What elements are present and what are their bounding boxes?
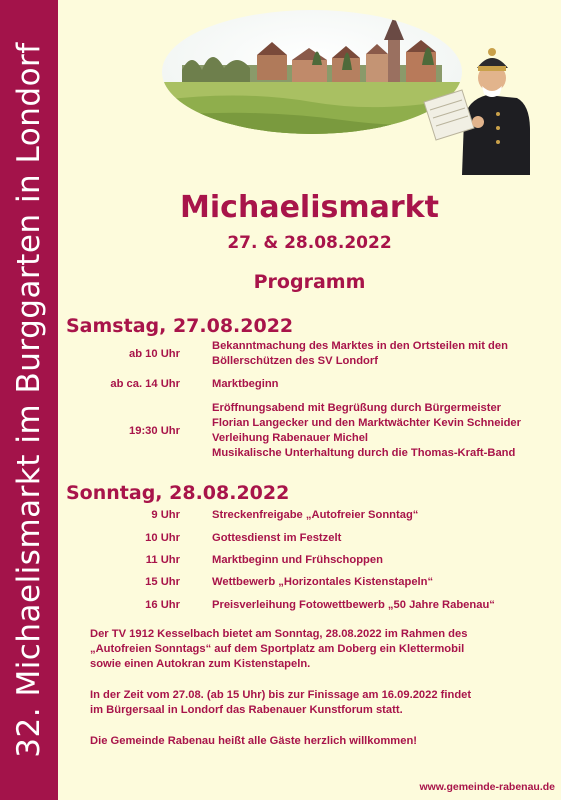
schedule-description — [212, 377, 557, 392]
paragraph-line: Der TV 1912 Kesselbach bietet am Sonntag, 28.08.2022 im Rahmen des — [90, 628, 468, 640]
paragraph-line: In der Zeit vom 27.08. (ab 15 Uhr) bis zur Finissage am 16.09.2022 findet — [90, 689, 472, 701]
description-line: Böllerschützen des SV Londorf — [212, 355, 378, 367]
schedule-time: 15 Uhr — [145, 576, 180, 588]
schedule-description — [212, 339, 557, 369]
paragraph-line: Die Gemeinde Rabenau heißt alle Gäste herzlich willkommen! — [90, 735, 418, 747]
schedule-time: 16 Uhr — [145, 599, 180, 611]
paragraph-line: „Autofreien Sonntags“ auf dem Sportplatz am Doberg ein Klettermobil — [90, 643, 465, 655]
description-line: Bekanntmachung des Marktes in den Ortsteilen mit den — [212, 340, 508, 352]
program-heading: Programm — [253, 271, 366, 293]
schedule-row — [58, 598, 561, 613]
info-paragraph — [90, 627, 530, 672]
schedule-time: ab 10 Uhr — [129, 347, 180, 360]
schedule-row — [58, 531, 561, 546]
event-dates: 27. & 28.08.2022 — [227, 233, 392, 253]
schedule-time: 9 Uhr — [151, 509, 180, 521]
description-line: Eröffnungsabend mit Begrüßung durch Bürgermeister — [212, 402, 502, 414]
schedule-description — [212, 401, 557, 461]
schedule-description: Gottesdienst im Festzelt — [212, 532, 342, 544]
schedule-row — [58, 575, 561, 590]
schedule-description: Wettbewerb „Horizontales Kistenstapeln“ — [212, 576, 434, 588]
paragraph-line: sowie einen Autokran zum Kistenstapeln. — [90, 658, 311, 670]
schedule-time: ab ca. 14 Uhr — [110, 378, 180, 390]
schedule-description: Streckenfreigabe „Autofreier Sonntag“ — [212, 509, 419, 521]
page-title: Michaelismarkt — [180, 190, 439, 225]
welcome-paragraph — [90, 734, 530, 749]
schedule-time: 11 Uhr — [145, 554, 180, 566]
paragraph-line: im Bürgersaal in Londorf das Rabenauer Kunstforum statt. — [90, 704, 403, 716]
village-illustration — [162, 10, 532, 175]
schedule-description: Marktbeginn und Frühschoppen — [212, 554, 383, 566]
sidebar-banner — [0, 0, 58, 800]
schedule-row — [58, 401, 561, 461]
schedule-time: 10 Uhr — [145, 532, 180, 544]
saturday-heading: Samstag, 27.08.2022 — [66, 315, 294, 337]
description-line: Verleihung Rabenauer Michel — [212, 432, 369, 444]
sunday-heading: Sonntag, 28.08.2022 — [66, 482, 290, 504]
schedule-row — [58, 508, 561, 523]
description-line: Marktbeginn — [212, 378, 279, 390]
schedule-row — [58, 377, 561, 392]
description-line: Florian Langecker und den Marktwächter Kevin Schneider — [212, 417, 521, 429]
schedule-time: 19:30 Uhr — [129, 424, 180, 437]
sidebar-title: 32. Michaelismarkt im Burggarten in Londorf — [11, 42, 47, 758]
schedule-row — [58, 339, 561, 369]
description-line: Musikalische Unterhaltung durch die Thomas-Kraft-Band — [212, 447, 516, 459]
schedule-description: Preisverleihung Fotowettbewerb „50 Jahre Rabenau“ — [212, 599, 495, 611]
website-link[interactable]: www.gemeinde-rabenau.de — [419, 781, 555, 793]
info-paragraph — [90, 688, 530, 718]
schedule-row — [58, 553, 561, 568]
